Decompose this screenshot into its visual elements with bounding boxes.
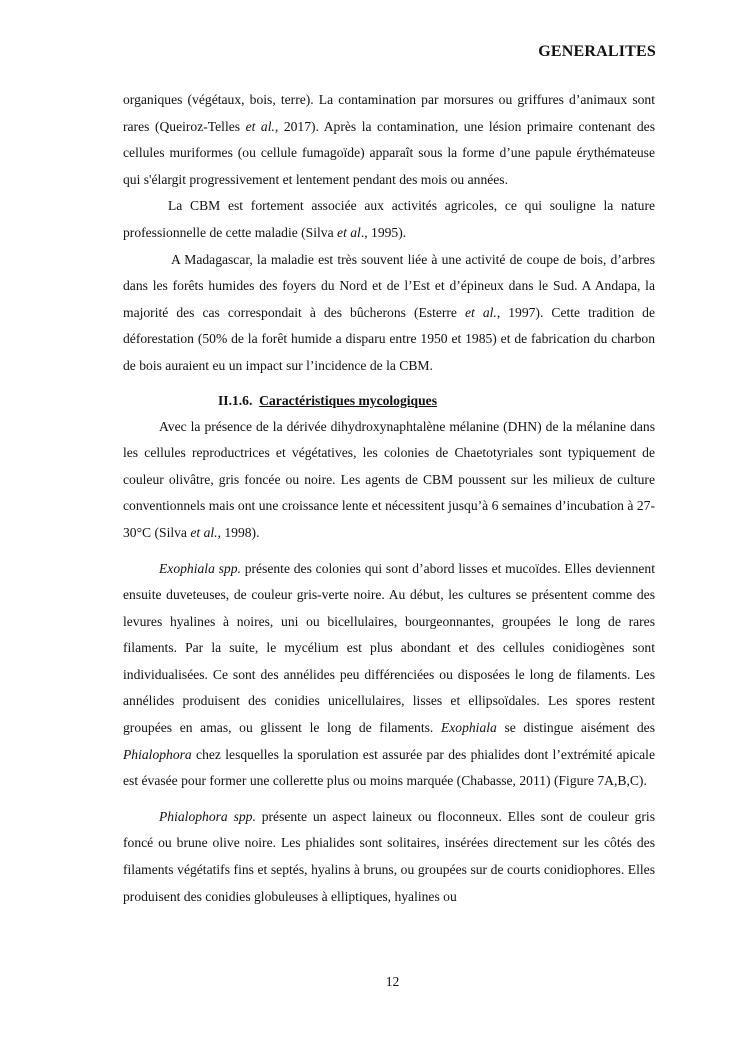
paragraph-contamination: organiques (végétaux, bois, terre). La contamination par morsures ou griffures d’animaux sont rares (Queiroz-Telles et al., 2017). Après la contamination, une lésion primaire contenant des cellules muriformes (ou cellule fumagoïde) apparaît sous la forme d’une papule érythémateuse qui s'élargit progressivement et lentement pendant des mois ou années. [123, 92, 655, 187]
paragraph-phialophora: Phialophora spp. présente un aspect laineux ou floconneux. Elles sont de couleur gris foncé ou brune olive noire. Les phialides sont solitaires, insérées directement sur les côtés des filaments végétatifs fins et septés, hyalins à bruns, ou groupées sur de courts conidiophores. Elles produisent des conidies globuleuses à elliptiques, hyalines ou [123, 808, 655, 904]
section-number: II.1.6. [218, 392, 253, 408]
section-title: Caractéristiques mycologiques [259, 392, 437, 408]
paragraph-cbm-agriculture: La CBM est fortement associée aux activités agricoles, ce qui souligne la nature professionnelle de cette maladie (Silva et al., 1995). [123, 198, 655, 240]
page-body [123, 87, 655, 910]
paragraph-exophiala: Exophiala spp. présente des colonies qui sont d’abord lisses et mucoïdes. Elles deviennent ensuite duveteuses, de couleur gris-verte noire. Au début, les cultures se présentent comme des levures hyalines à noires, uni ou bicellulaires, bourgeonnantes, groupées le long de rares filaments. Par la suite, le mycélium est plus abondant et des cellules conidiogènes sont individualisées. Ce sont des annélides peu différenciées ou disposées le long de filaments. Les annélides produisent des conidies unicellulaires, lisses et ellipsoïdales. Les spores restent groupées en amas, ou glissent le long de filaments. Exophiala se distingue aisément des Phialophora chez lesquelles la sporulation est assurée par des phialides dont l’extrémité apicale est évasée pour former une collerette plus ou moins marquée (Chabasse, 2011) (Figure 7A,B,C). [123, 560, 656, 789]
page-number: 12 [385, 974, 400, 989]
paragraph-madagascar: A Madagascar, la maladie est très souvent liée à une activité de coupe de bois, d’arbres dans les forêts humides des foyers du Nord et de l’Est et d’épineux dans le Sud. A Andapa, la majorité des cas correspondait à des bûcherons (Esterre et al., 1997). Cette tradition de déforestation (50% de la forêt humide a disparu entre 1950 et 1985) et de fabrication du charbon de bois auraient eu un impact sur l’incidence de la CBM. [123, 251, 655, 373]
section-heading [123, 388, 655, 414]
paragraph-mycological-features: Avec la présence de la dérivée dihydroxynaphtalène mélanine (DHN) de la mélanine dans les cellules reproductrices et végétatives, les colonies de Chaetotyriales sont typiquement de couleur olivâtre, gris foncée ou noire. Les agents de CBM poussent sur les milieux de culture conventionnels mais ont une croissance lente et nécessitent jusqu’à 6 semaines d’incubation à 27-30°C (Silva et al., 1998). [123, 418, 655, 540]
running-header: GENERALITES [538, 43, 656, 60]
